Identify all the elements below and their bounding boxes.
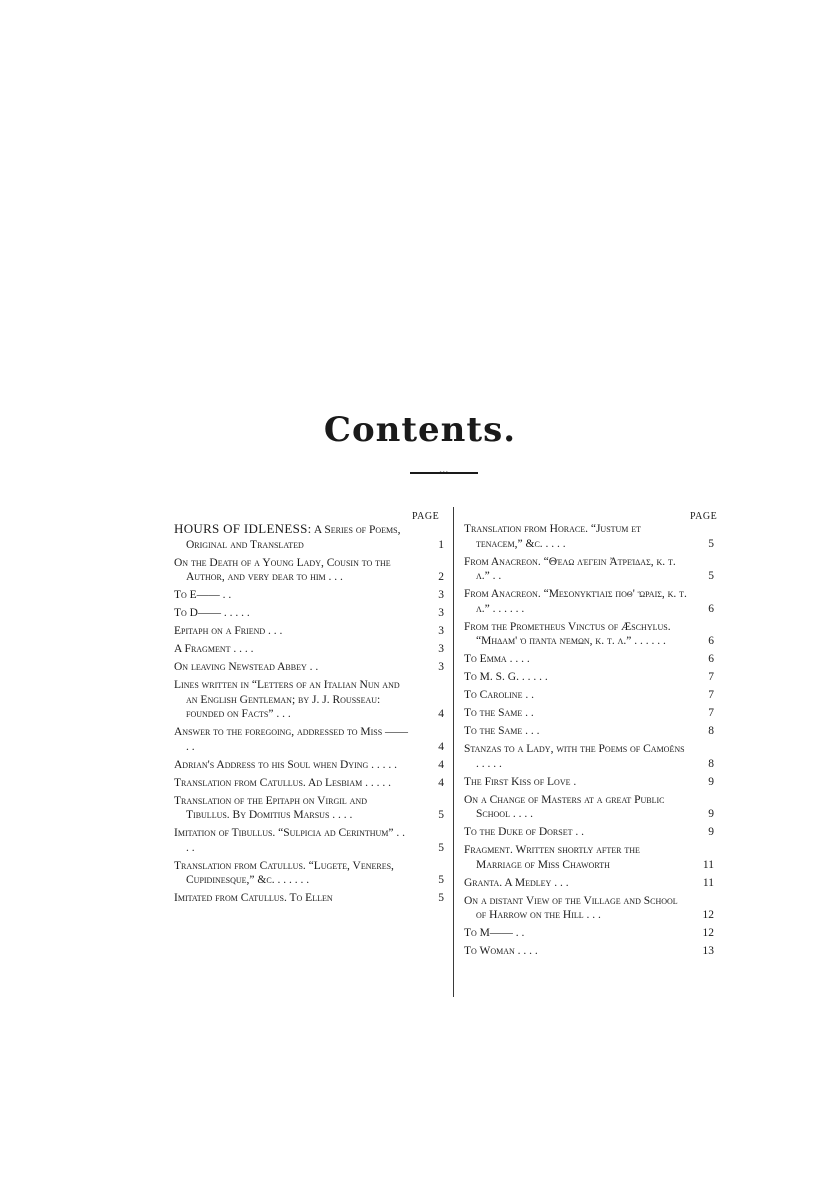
column-divider: [453, 507, 454, 997]
entry-page-number: 1: [438, 538, 444, 551]
entry-page-number: 8: [708, 725, 714, 737]
entry-page-number: 3: [438, 661, 444, 673]
entry-title: On a distant View of the Village and School of Harrow on the Hill . . .: [464, 894, 678, 921]
entry-title: Fragment. Written shortly after the Marriage of Miss Chaworth: [464, 844, 640, 871]
page-column-label-right: PAGE: [690, 511, 718, 522]
contents-right-column: [464, 522, 716, 962]
contents-entry: [464, 843, 716, 872]
entry-page-number: 2: [438, 571, 444, 583]
entry-page-number: 5: [438, 874, 444, 886]
entry-title: Stanzas to a Lady, with the Poems of Camoëns . . . . .: [464, 743, 685, 770]
contents-left-column: [174, 522, 444, 909]
contents-entry: [174, 758, 444, 773]
entry-title: To the Same . .: [464, 707, 534, 719]
entry-title: To the Same . . .: [464, 725, 540, 737]
entry-page-number: 6: [708, 602, 714, 615]
contents-entry: [174, 725, 444, 754]
entry-page-number: 6: [708, 635, 714, 647]
entry-title: Answer to the foregoing, addressed to Miss —— . .: [174, 726, 409, 753]
contents-entry: [174, 588, 444, 603]
entry-title: From the Prometheus Vinctus of Æschylus. “Μηδαμ' ὁ πάντα νέμων, κ. τ. λ.” . . . . . .: [464, 620, 671, 647]
entry-page-number: 5: [708, 570, 714, 582]
entry-page-number: 11: [702, 876, 714, 889]
contents-entry: [464, 724, 716, 739]
entry-page-number: 3: [438, 607, 444, 619]
entry-title: To M—— . .: [464, 927, 525, 939]
contents-entry: [464, 555, 716, 584]
contents-entry: [174, 794, 444, 823]
contents-entry: [174, 678, 444, 722]
entry-title: From Anacreon. “Θέλω λέγειν Ἀτρείδας, κ. τ. λ.” . .: [464, 555, 676, 582]
entry-title: On a Change of Masters at a great Public School . . . .: [464, 793, 665, 820]
contents-entry: [174, 776, 444, 791]
contents-entry: [464, 775, 716, 790]
entry-title: Granta. A Medley . . .: [464, 876, 569, 889]
contents-entry: [174, 522, 444, 552]
entry-title: To Caroline . .: [464, 689, 534, 701]
contents-entry: [464, 926, 716, 941]
contents-heading: Contents.: [323, 410, 517, 450]
entry-title: The First Kiss of Love .: [464, 775, 577, 788]
entry-title: To Emma . . . .: [464, 653, 530, 665]
entry-title: Translation from Catullus. Ad Lesbiam . . . . .: [174, 776, 391, 789]
contents-entry: [464, 894, 716, 923]
entry-page-number: 4: [438, 758, 444, 771]
contents-entry: [174, 556, 444, 585]
entry-page-number: 7: [708, 707, 714, 719]
contents-entry: [174, 642, 444, 657]
contents-entry: [464, 944, 716, 959]
entry-page-number: 6: [708, 653, 714, 665]
entry-title: Translation from Horace. “Justum et tenacem,” &c. . . . .: [464, 523, 642, 550]
contents-entry: [174, 624, 444, 639]
contents-entry: [464, 587, 716, 616]
entry-page-number: 4: [438, 708, 444, 720]
contents-entry: [174, 660, 444, 675]
entry-title: To M. S. G. . . . . .: [464, 671, 548, 683]
entry-title: To D—— . . . . .: [174, 607, 250, 619]
entry-title: From Anacreon. “Μεσονυκτίαις ποθ' ὥραις, κ. τ. λ.” . . . . . .: [464, 588, 687, 615]
entry-page-number: 9: [708, 775, 714, 788]
entry-page-number: 3: [438, 643, 444, 655]
entry-page-number: 5: [438, 892, 444, 904]
entry-page-number: 9: [708, 808, 714, 820]
entry-title: A Fragment . . . .: [174, 643, 254, 655]
contents-entry: [464, 522, 716, 551]
contents-entry: [464, 670, 716, 685]
contents-entry: [464, 688, 716, 703]
entry-title: On the Death of a Young Lady, Cousin to the Author, and very dear to him . . .: [174, 556, 391, 583]
entry-page-number: 12: [702, 927, 714, 939]
entry-title: To Woman . . . .: [464, 945, 538, 957]
entry-page-number: 13: [702, 945, 714, 957]
entry-page-number: 5: [438, 809, 444, 821]
contents-entry: [464, 652, 716, 667]
contents-entry: [464, 742, 716, 771]
entry-page-number: 7: [708, 689, 714, 701]
entry-page-number: 9: [708, 826, 714, 838]
entry-page-number: 12: [702, 909, 714, 921]
contents-entry: [464, 825, 716, 840]
contents-entry: [464, 793, 716, 822]
entry-page-number: 4: [438, 776, 444, 789]
entry-title: Imitation of Tibullus. “Sulpicia ad Cerinthum” . . . .: [174, 827, 406, 854]
entry-page-number: 3: [438, 625, 444, 637]
entry-title: Imitated from Catullus. To Ellen: [174, 892, 333, 904]
contents-entry: [174, 859, 444, 888]
rule-ornament-icon: •••: [439, 468, 449, 478]
entry-page-number: 4: [438, 740, 444, 753]
entry-page-number: 11: [702, 858, 714, 871]
page-column-label-left: PAGE: [412, 511, 440, 522]
entry-title: To the Duke of Dorset . .: [464, 826, 584, 838]
entry-page-number: 8: [708, 757, 714, 770]
contents-entry: [464, 876, 716, 891]
contents-entry: [174, 606, 444, 621]
entry-page-number: 7: [708, 671, 714, 683]
entry-page-number: 3: [438, 589, 444, 601]
entry-title: HOURS OF IDLENESS: A Series of Poems, Original and Translated: [174, 521, 401, 551]
entry-page-number: 5: [708, 537, 714, 550]
contents-entry: [174, 826, 444, 855]
entry-title: Translation of the Epitaph on Virgil and Tibullus. By Domitius Marsus . . . .: [174, 794, 367, 821]
entry-title: On leaving Newstead Abbey . .: [174, 661, 319, 673]
contents-entry: [174, 891, 444, 906]
contents-entry: [464, 620, 716, 649]
entry-title: Adrian's Address to his Soul when Dying . . . . .: [174, 758, 398, 771]
contents-entry: [464, 706, 716, 721]
entry-title: To E—— . .: [174, 589, 232, 601]
ornamental-rule: [410, 468, 478, 478]
entry-title: Lines written in “Letters of an Italian Nun and an English Gentleman; by J. J. Rousseau: founded on Facts” . . .: [174, 679, 400, 720]
entry-page-number: 5: [438, 841, 444, 854]
entry-title: Epitaph on a Friend . . .: [174, 625, 283, 637]
entry-title: Translation from Catullus. “Lugete, Veneres, Cupidinesque,” &c. . . . . . .: [174, 859, 394, 886]
